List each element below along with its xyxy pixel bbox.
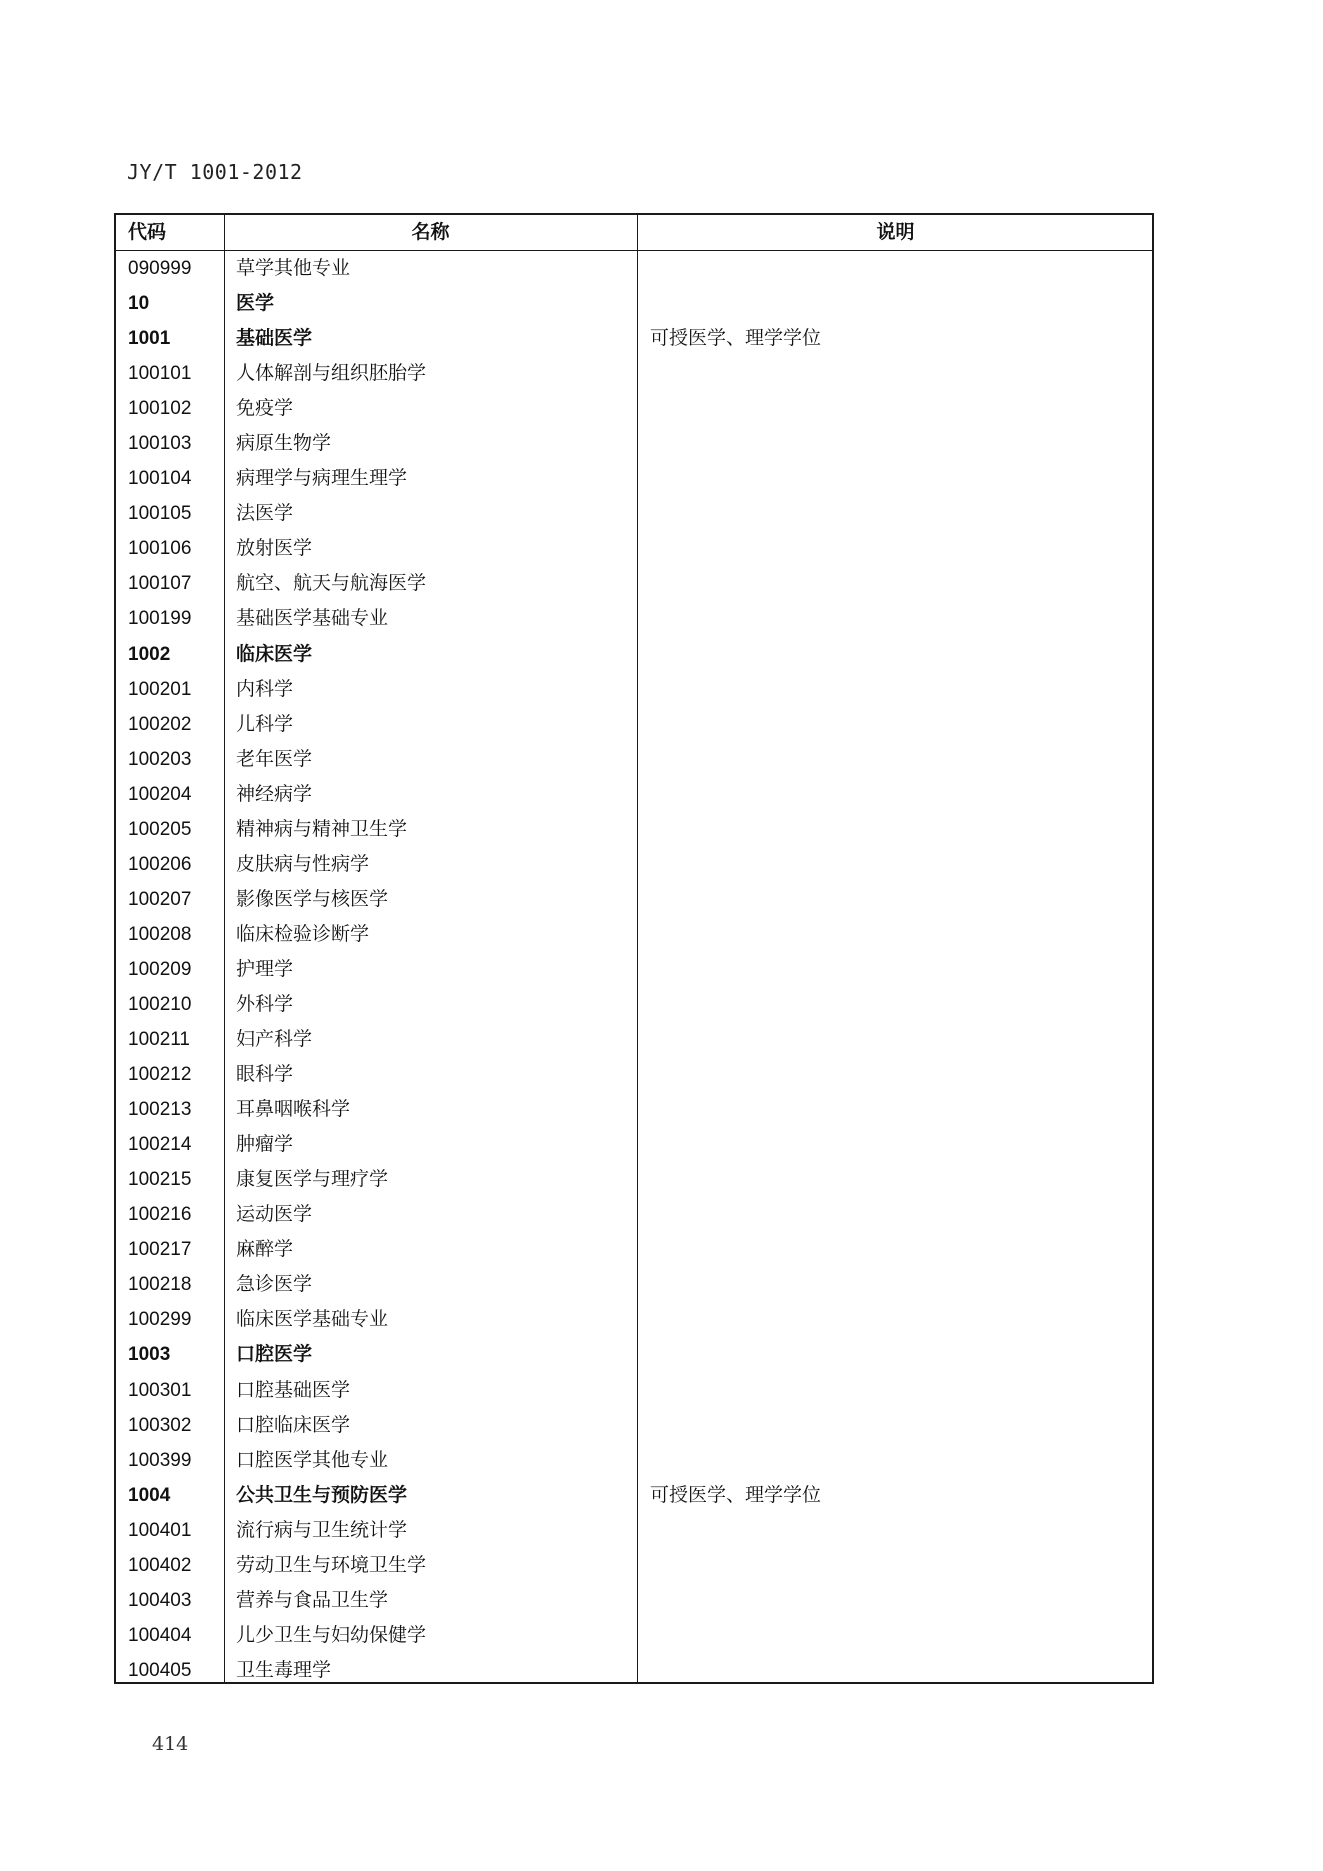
table-row <box>116 1337 1152 1372</box>
row-name: 基础医学基础专业 <box>236 607 389 630</box>
row-code: 1001 <box>128 328 171 350</box>
row-name: 临床医学基础专业 <box>236 1308 389 1331</box>
table-body <box>116 251 1152 1688</box>
row-code: 1002 <box>128 643 171 665</box>
table-row <box>116 1653 1152 1688</box>
column-header-code: 代码 <box>128 221 167 243</box>
row-name: 营养与食品卫生学 <box>236 1588 389 1611</box>
table-row <box>116 952 1152 987</box>
row-code: 100201 <box>128 678 192 700</box>
document-id: JY/T 1001-2012 <box>127 160 303 184</box>
column-header-name: 名称 <box>411 221 450 243</box>
row-name: 急诊医学 <box>236 1273 313 1296</box>
row-code: 100299 <box>128 1309 192 1331</box>
row-name: 影像医学与核医学 <box>236 887 389 910</box>
row-code: 100215 <box>128 1169 192 1191</box>
row-code: 100103 <box>128 433 192 455</box>
row-code: 100302 <box>128 1414 192 1436</box>
row-name: 流行病与卫生统计学 <box>236 1518 408 1541</box>
row-note: 可授医学、理学学位 <box>650 1483 822 1506</box>
row-name: 草学其他专业 <box>236 257 351 279</box>
row-name: 人体解剖与组织胚胎学 <box>236 362 427 385</box>
row-code: 100404 <box>128 1624 192 1646</box>
row-code: 100202 <box>128 713 192 735</box>
table-row <box>116 1618 1152 1653</box>
row-name: 耳鼻咽喉科学 <box>236 1098 351 1121</box>
table-row <box>116 1583 1152 1618</box>
row-code: 100213 <box>128 1099 192 1121</box>
row-name: 老年医学 <box>236 747 313 770</box>
row-code: 100104 <box>128 468 192 490</box>
row-name: 儿少卫生与妇幼保健学 <box>236 1623 427 1646</box>
row-name: 妇产科学 <box>236 1028 313 1051</box>
row-code: 100405 <box>128 1659 192 1681</box>
row-code: 100208 <box>128 923 192 945</box>
row-name: 临床检验诊断学 <box>236 922 370 945</box>
table-row <box>116 1443 1152 1478</box>
row-note: 可授医学、理学学位 <box>650 327 822 350</box>
row-code: 100203 <box>128 748 192 770</box>
row-code: 100207 <box>128 888 192 910</box>
table-row <box>116 637 1152 672</box>
row-code: 1004 <box>128 1484 171 1506</box>
row-name: 劳动卫生与环境卫生学 <box>236 1553 427 1576</box>
table-row <box>116 672 1152 707</box>
row-name: 肿瘤学 <box>236 1133 294 1156</box>
table-row <box>116 1478 1152 1513</box>
table-row <box>116 356 1152 391</box>
row-name: 法医学 <box>236 502 294 525</box>
row-name: 航空、航天与航海医学 <box>236 572 427 595</box>
row-name: 公共卫生与预防医学 <box>236 1483 408 1506</box>
table-row <box>116 531 1152 566</box>
row-code: 100301 <box>128 1379 192 1401</box>
table-row <box>116 882 1152 917</box>
row-name: 卫生毒理学 <box>236 1658 332 1681</box>
row-code: 100218 <box>128 1274 192 1296</box>
row-name: 口腔基础医学 <box>236 1378 351 1401</box>
row-code: 100214 <box>128 1134 192 1156</box>
row-code: 100209 <box>128 958 192 980</box>
table-row <box>116 496 1152 531</box>
row-name: 麻醉学 <box>236 1238 294 1261</box>
table-row <box>116 286 1152 321</box>
table-row <box>116 1302 1152 1337</box>
table-row <box>116 426 1152 461</box>
table-row <box>116 321 1152 356</box>
row-code: 1003 <box>128 1344 171 1366</box>
row-code: 100399 <box>128 1449 192 1471</box>
table-row <box>116 742 1152 777</box>
table-row <box>116 1548 1152 1583</box>
row-name: 放射医学 <box>236 537 313 560</box>
table-row <box>116 1373 1152 1408</box>
table-row <box>116 987 1152 1022</box>
discipline-table <box>114 213 1154 1684</box>
row-code: 100107 <box>128 573 192 595</box>
row-name: 儿科学 <box>236 712 294 735</box>
table-row <box>116 391 1152 426</box>
table-row <box>116 1057 1152 1092</box>
row-name: 临床医学 <box>236 642 313 665</box>
row-code: 100217 <box>128 1239 192 1261</box>
table-row <box>116 1022 1152 1057</box>
table-row <box>116 847 1152 882</box>
row-code: 100204 <box>128 783 192 805</box>
table-row <box>116 1513 1152 1548</box>
row-name: 口腔医学其他专业 <box>236 1448 389 1471</box>
table-row <box>116 566 1152 601</box>
table-row <box>116 1408 1152 1443</box>
row-code: 100206 <box>128 853 192 875</box>
row-code: 100212 <box>128 1064 192 1086</box>
row-name: 运动医学 <box>236 1203 313 1226</box>
row-name: 康复医学与理疗学 <box>236 1168 389 1191</box>
row-name: 外科学 <box>236 992 294 1015</box>
table-row <box>116 1162 1152 1197</box>
table-row <box>116 1197 1152 1232</box>
row-name: 病理学与病理生理学 <box>236 467 408 490</box>
table-row <box>116 777 1152 812</box>
row-code: 100401 <box>128 1519 192 1541</box>
row-name: 精神病与精神卫生学 <box>236 817 408 840</box>
row-code: 100216 <box>128 1204 192 1226</box>
row-name: 护理学 <box>236 957 294 980</box>
table-row <box>116 601 1152 636</box>
table-row <box>116 812 1152 847</box>
row-name: 内科学 <box>236 677 294 700</box>
row-code: 100106 <box>128 538 192 560</box>
table-row <box>116 251 1152 286</box>
row-code: 100210 <box>128 993 192 1015</box>
table-row <box>116 1232 1152 1267</box>
row-code: 100199 <box>128 608 192 630</box>
row-name: 基础医学 <box>236 327 313 350</box>
table-row <box>116 917 1152 952</box>
row-code: 100101 <box>128 363 192 385</box>
row-name: 皮肤病与性病学 <box>236 852 370 875</box>
row-name: 免疫学 <box>236 397 294 420</box>
row-name: 眼科学 <box>236 1063 294 1086</box>
row-code: 100105 <box>128 503 192 525</box>
row-name: 神经病学 <box>236 782 313 805</box>
row-code: 100102 <box>128 398 192 420</box>
row-code: 10 <box>128 293 150 315</box>
table-row <box>116 1267 1152 1302</box>
table-row <box>116 1127 1152 1162</box>
table-row <box>116 707 1152 742</box>
row-code: 100403 <box>128 1589 192 1611</box>
table-row <box>116 461 1152 496</box>
row-code: 100205 <box>128 818 192 840</box>
row-name: 口腔医学 <box>236 1343 313 1366</box>
row-code: 100402 <box>128 1554 192 1576</box>
row-name: 病原生物学 <box>236 432 332 455</box>
row-name: 口腔临床医学 <box>236 1413 351 1436</box>
row-code: 090999 <box>128 258 192 279</box>
row-name: 医学 <box>236 292 275 315</box>
page-number: 414 <box>152 1733 189 1755</box>
column-header-note: 说明 <box>876 221 915 243</box>
table-row <box>116 1092 1152 1127</box>
row-code: 100211 <box>128 1029 190 1051</box>
